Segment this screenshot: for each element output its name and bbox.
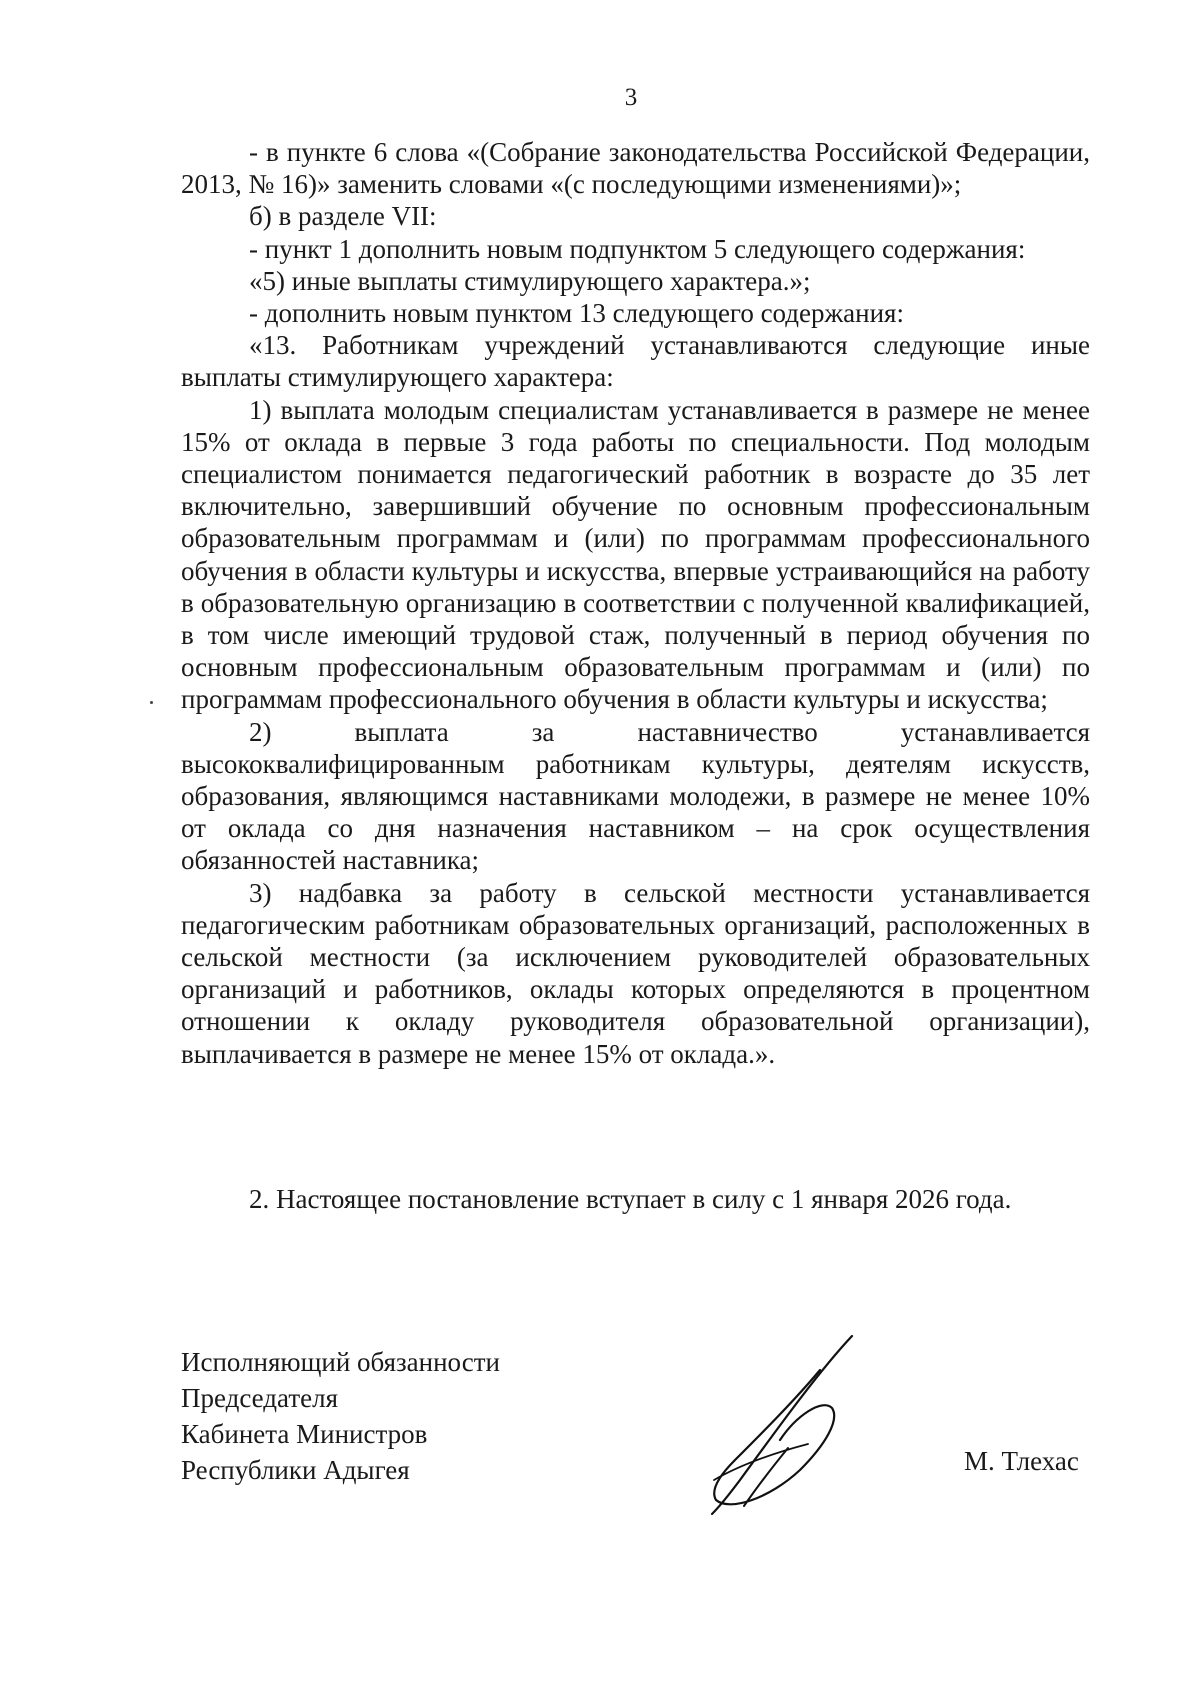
signatory-name: М. Тлехас bbox=[964, 1446, 1079, 1476]
document-body bbox=[181, 136, 1090, 1070]
paragraph-mentorship: 2) выплата за наставничество устанавливается высококвалифицированным работникам культуры, деятелям искусств, образования, являющимся наставниками молодежи, в размере не менее 10% от оклада со дня назначения наставником – на срок осуществления обязанностей наставника; bbox=[181, 716, 1090, 876]
paragraph-young-specialists: 1) выплата молодым специалистам устанавливается в размере не менее 15% от оклада в первые 3 года работы по специальности. Под молодым специалистом понимается педагогический работник в возрасте до 35 лет включительно, завершивший обучение по основным профессиональным образовательным программам и (или) по программам профессионального обучения в области культуры и искусства, впервые устраивающийся на работу в образовательную организацию в соответствии с полученной квалификацией, в том числе имеющий трудовой стаж, полученный в период обучения по основным профессиональным образовательным программам и (или) по программам профессионального обучения в области культуры и искусства; bbox=[181, 394, 1090, 715]
paragraph-add-item-13: - дополнить новым пунктом 13 следующего содержания: bbox=[249, 298, 904, 329]
paragraph-amend-item-6: - в пункте 6 слова «(Собрание законодательства Российской Федерации, 2013, № 16)» заменить словами «(с последующими изменениями)»; bbox=[181, 137, 1090, 200]
paragraph-add-subitem-5: - пункт 1 дополнить новым подпунктом 5 следующего содержания: bbox=[249, 233, 1026, 264]
page-number: 3 bbox=[624, 84, 638, 111]
signatory-title-line: Исполняющий обязанности bbox=[181, 1347, 500, 1377]
signatory-title-line: Председателя bbox=[181, 1383, 339, 1413]
paragraph-item-13-intro: «13. Работникам учреждений устанавливаются следующие иные выплаты стимулирующего характера: bbox=[181, 330, 1090, 393]
paragraph-rural-allowance: 3) надбавка за работу в сельской местности устанавливается педагогическим работникам образовательных организаций, расположенных в сельской местности (за исключением руководителей образовательных организаций и работников, оклады которых определяются в процентном отношении к окладу руководителя образовательной организации), выплачивается в размере не менее 15% от оклада.». bbox=[181, 877, 1090, 1069]
signatory-title-line: Республики Адыгея bbox=[181, 1455, 410, 1485]
paragraph-subitem-5-text: «5) иные выплаты стимулирующего характера.»; bbox=[249, 265, 811, 296]
signatory-title bbox=[181, 1344, 500, 1488]
effective-date-clause: 2. Настоящее постановление вступает в силу с 1 января 2026 года. bbox=[249, 1184, 1012, 1214]
handwritten-signature bbox=[700, 1330, 870, 1515]
paragraph-section-vii: б) в разделе VII: bbox=[249, 201, 437, 232]
signatory-title-line: Кабинета Министров bbox=[181, 1419, 428, 1449]
scan-speck bbox=[150, 701, 153, 704]
